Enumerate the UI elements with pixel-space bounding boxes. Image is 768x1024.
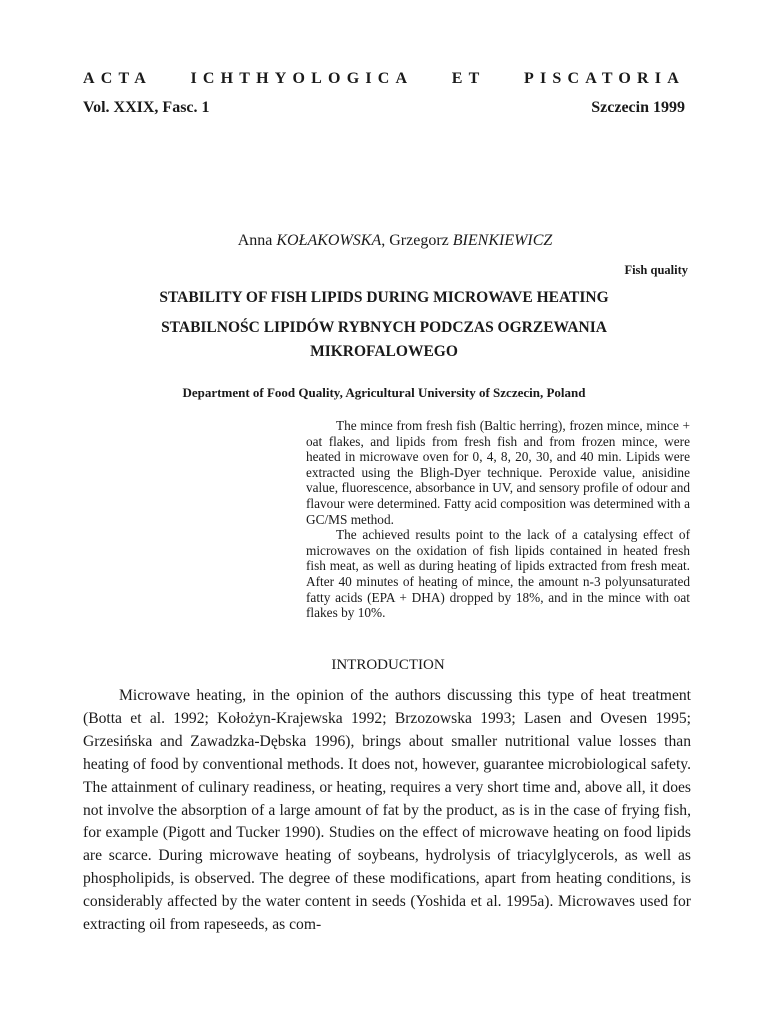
- place-year: Szczecin 1999: [591, 99, 685, 116]
- author-separator: , Grzegorz: [381, 232, 449, 249]
- affiliation: Department of Food Quality, Agricultural University of Szczecin, Poland: [182, 385, 586, 400]
- title-english: STABILITY OF FISH LIPIDS DURING MICROWAVE HEATING: [159, 289, 609, 306]
- journal-word: PISCATORIA: [524, 70, 685, 87]
- abstract-paragraph: The achieved results point to the lack of a catalysing effect of microwaves on the oxidation of fish lipids contained in heated fresh fish meat, as well as during heating of lipids extracted from fresh meat. After 40 minutes of heating of mince, the amount n-3 polyunsaturated fatty acids (EPA + DHA) dropped by 18%, and in the mince with oat flakes by 10%.: [306, 527, 690, 621]
- author-line: [0, 232, 768, 250]
- journal-title: [83, 70, 685, 88]
- issue-info: [83, 99, 685, 117]
- introduction-body: [83, 685, 691, 937]
- article-category: Fish quality: [624, 263, 688, 277]
- journal-word: ACTA: [83, 70, 152, 87]
- author1-last-name: KOŁAKOWSKA: [276, 232, 382, 249]
- volume-label: Vol. XXIX, Fasc. 1: [83, 99, 210, 116]
- journal-word: ET: [451, 70, 486, 87]
- author1-first-name: Anna: [237, 232, 273, 249]
- author2-last-name: BIENKIEWICZ: [452, 232, 553, 249]
- section-heading: INTRODUCTION: [331, 657, 445, 673]
- introduction-paragraph: Microwave heating, in the opinion of the authors discussing this type of heat treatment (Botta et al. 1992; Kołożyn-Krajewska 1992; Brzozowska 1993; Lasen and Ovesen 1995; Grzesińska and Zawadzka-Dębska 1996), brings about smaller nutritional value losses than heating of food by conventional methods. It does not, however, guarantee microbiological safety. The attainment of culinary readiness, or heating, requires a very short time and, above all, it does not involve the absorption of a large amount of fat by the product, as is in the case of frying fish, for example (Pigott and Tucker 1990). Studies on the effect of microwave heating on food lipids are scarce. During microwave heating of soybeans, hydrolysis of triacylglycerols, as well as phospholipids, is observed. The degree of these modifications, apart from heating conditions, is considerably affected by the water content in seeds (Yoshida et al. 1995a). Microwaves used for extracting oil from rapeseeds, as com-: [83, 687, 691, 934]
- abstract-paragraph: The mince from fresh fish (Baltic herring), frozen mince, mince + oat flakes, and lipids from fresh fish and from frozen mince, were heated in microwave oven for 0, 4, 8, 20, 30, and 40 min. Lipids were extracted using the Bligh-Dyer technique. Peroxide value, anisidine value, fluorescence, absorbance in UV, and sensory profile of odour and flavour were determined. Fatty acid composition was determined with a GC/MS method.: [306, 418, 690, 527]
- title-polish-line1: STABILNOŚC LIPIDÓW RYBNYCH PODCZAS OGRZEWANIA: [161, 319, 607, 336]
- journal-word: ICHTHYOLOGICA: [190, 70, 414, 87]
- abstract: [306, 418, 690, 621]
- title-polish-line2: MIKROFALOWEGO: [310, 343, 458, 360]
